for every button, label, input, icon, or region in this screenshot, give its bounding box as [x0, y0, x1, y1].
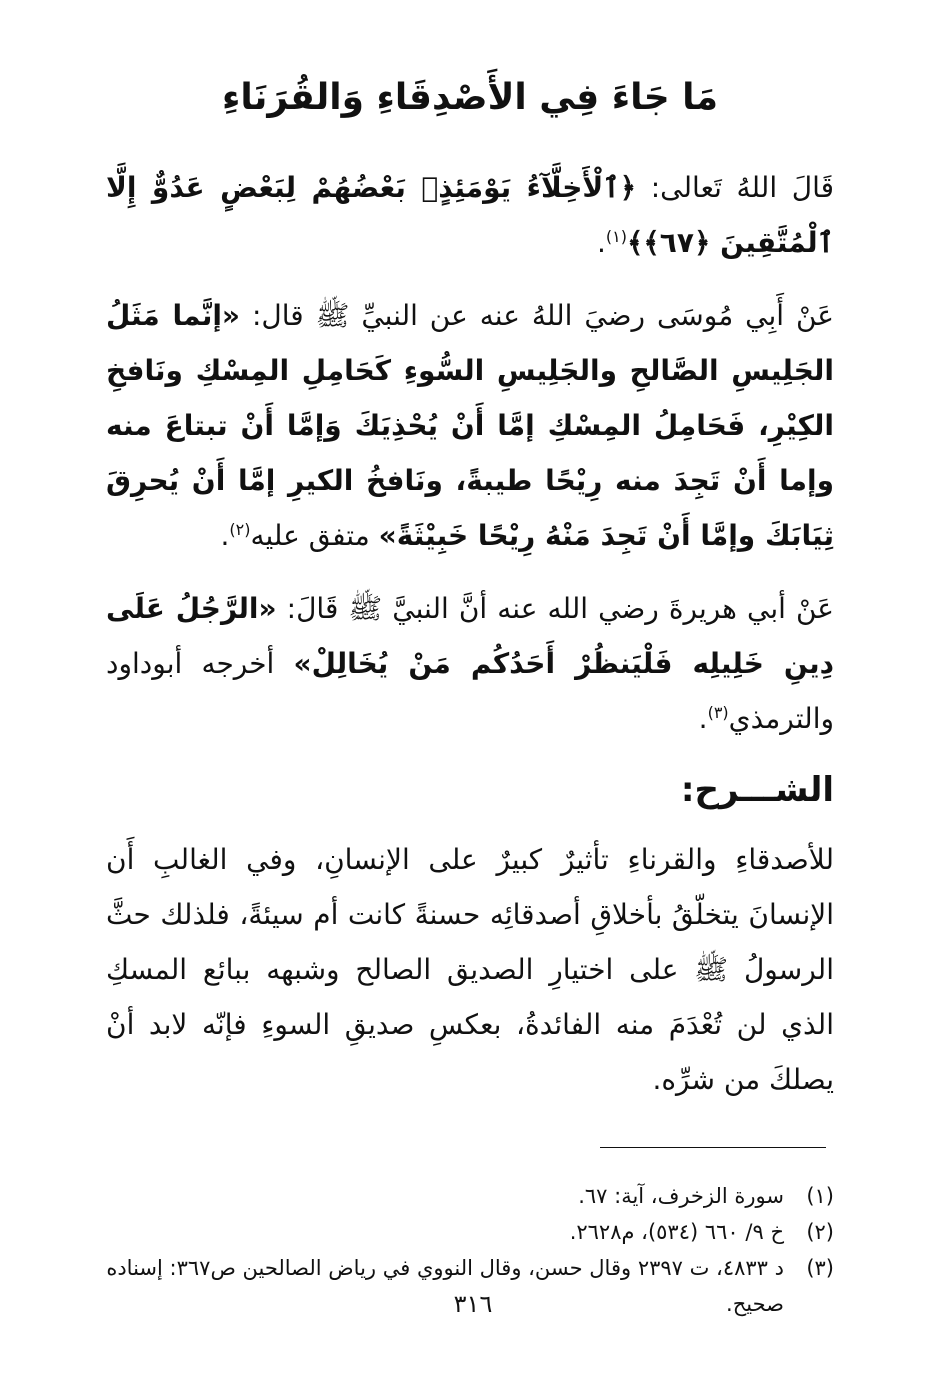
- hadith-2-end: .: [698, 702, 708, 735]
- hadith-paragraph-2: [106, 581, 834, 746]
- hadith-1-end: .: [220, 519, 230, 552]
- footnote-text: د ٤٨٣٣، ت ٢٣٩٧ وقال حسن، وقال النووي في رياض الصالحين ص٣٦٧: إسناده صحيح.: [106, 1256, 784, 1316]
- explanation-paragraph: للأصدقاءِ والقرناءِ تأثيرٌ كبيرٌ على الإنسانِ، وفي الغالبِ أَن الإنسانَ يتخلّقُ بأخلاقِ أصدقائِه حسنةً كانت أم سيئةً، فلذلك حثَّ الرسولُ ﷺ على اختيارِ الصديق الصالح وشبهه ببائع المسكِ الذي لن تُعْدَمَ منه الفائدةُ، بعكسِ صديقِ السوءِ فإنّه لابد أنْ يصلكَ من شرِّه.: [106, 843, 834, 1096]
- footnote-ref-3: (٣): [707, 703, 729, 722]
- chapter-title: مَا جَاءَ فِي الأَصْدِقَاءِ وَالقُرَنَاءِ: [221, 77, 718, 118]
- hadith-1-text: «إنَّما مَثَلُ الجَلِيسِ الصَّالحِ والجَلِيسِ السُّوءِ كَحَامِلِ المِسْكِ ونَافخِ الكِيْرِ، فَحَامِلُ المِسْكِ إمَّا أَنْ يُحْذِيَكَ وَإمَّا أَنْ تبتاعَ منه وإما أَنْ تَجِدَ منه رِيْحًا طيبةً، ونَافخُ الكيرِ إمَّا أَنْ يُحرِقَ ثِيَابَكَ وإمَّا أَنْ تَجِدَ مَنْهُ رِيْحًا خَبِيْثَةً»: [106, 299, 834, 552]
- quran-verse-paragraph: [106, 160, 834, 270]
- footnote-separator-wrap: [106, 1147, 834, 1148]
- verse-text: ﴿ٱلْأَخِلَّآءُ يَوْمَئِذٍۭ بَعْضُهُمْ لِبَعْضٍ عَدُوٌّ إِلَّا ٱلْمُتَّقِينَ ﴿٦٧﴾﴾: [106, 171, 834, 259]
- footnote-text: سورة الزخرف، آية: ٦٧.: [578, 1184, 784, 1208]
- footnote-item: [106, 1214, 834, 1250]
- section-heading: الشـــرح:: [680, 770, 834, 810]
- hadith-paragraph-1: [106, 288, 834, 563]
- footnote-number: (١): [806, 1184, 834, 1208]
- hadith-2-text: «الرَّجُلُ عَلَى دِينِ خَلِيلِه فَلْيَنظُرْ أَحَدُكُم مَنْ يُخَالِلْ»: [106, 592, 834, 680]
- page-number: ٣١٦: [453, 1290, 493, 1318]
- hadith-2-source: أخرجه أبوداود والترمذي: [106, 647, 834, 735]
- footnote-text: خ ٩/ ٦٦٠ (٥٣٤)، م٢٦٢٨.: [569, 1220, 784, 1244]
- footnote-ref-1: (١): [605, 227, 627, 246]
- footnote-number: (٣): [806, 1256, 834, 1280]
- verse-end: .: [596, 226, 606, 259]
- hadith-1-source: متفق عليه: [250, 519, 379, 552]
- verse-intro: قَالَ اللهُ تَعالى:: [636, 171, 835, 204]
- footnote-ref-2: (٢): [229, 520, 251, 539]
- hadith-1-intro: عَنْ أَبِي مُوسَى رضيَ اللهُ عنه عن النبيِّ ﷺ قال:: [240, 299, 834, 332]
- footnote-number: (٢): [806, 1220, 834, 1244]
- footnote-item: [106, 1178, 834, 1214]
- hadith-2-intro: عَنْ أبي هريرةَ رضي الله عنه أنَّ النبيَّ ﷺ قَالَ:: [276, 592, 834, 625]
- footnote-separator: [600, 1147, 826, 1148]
